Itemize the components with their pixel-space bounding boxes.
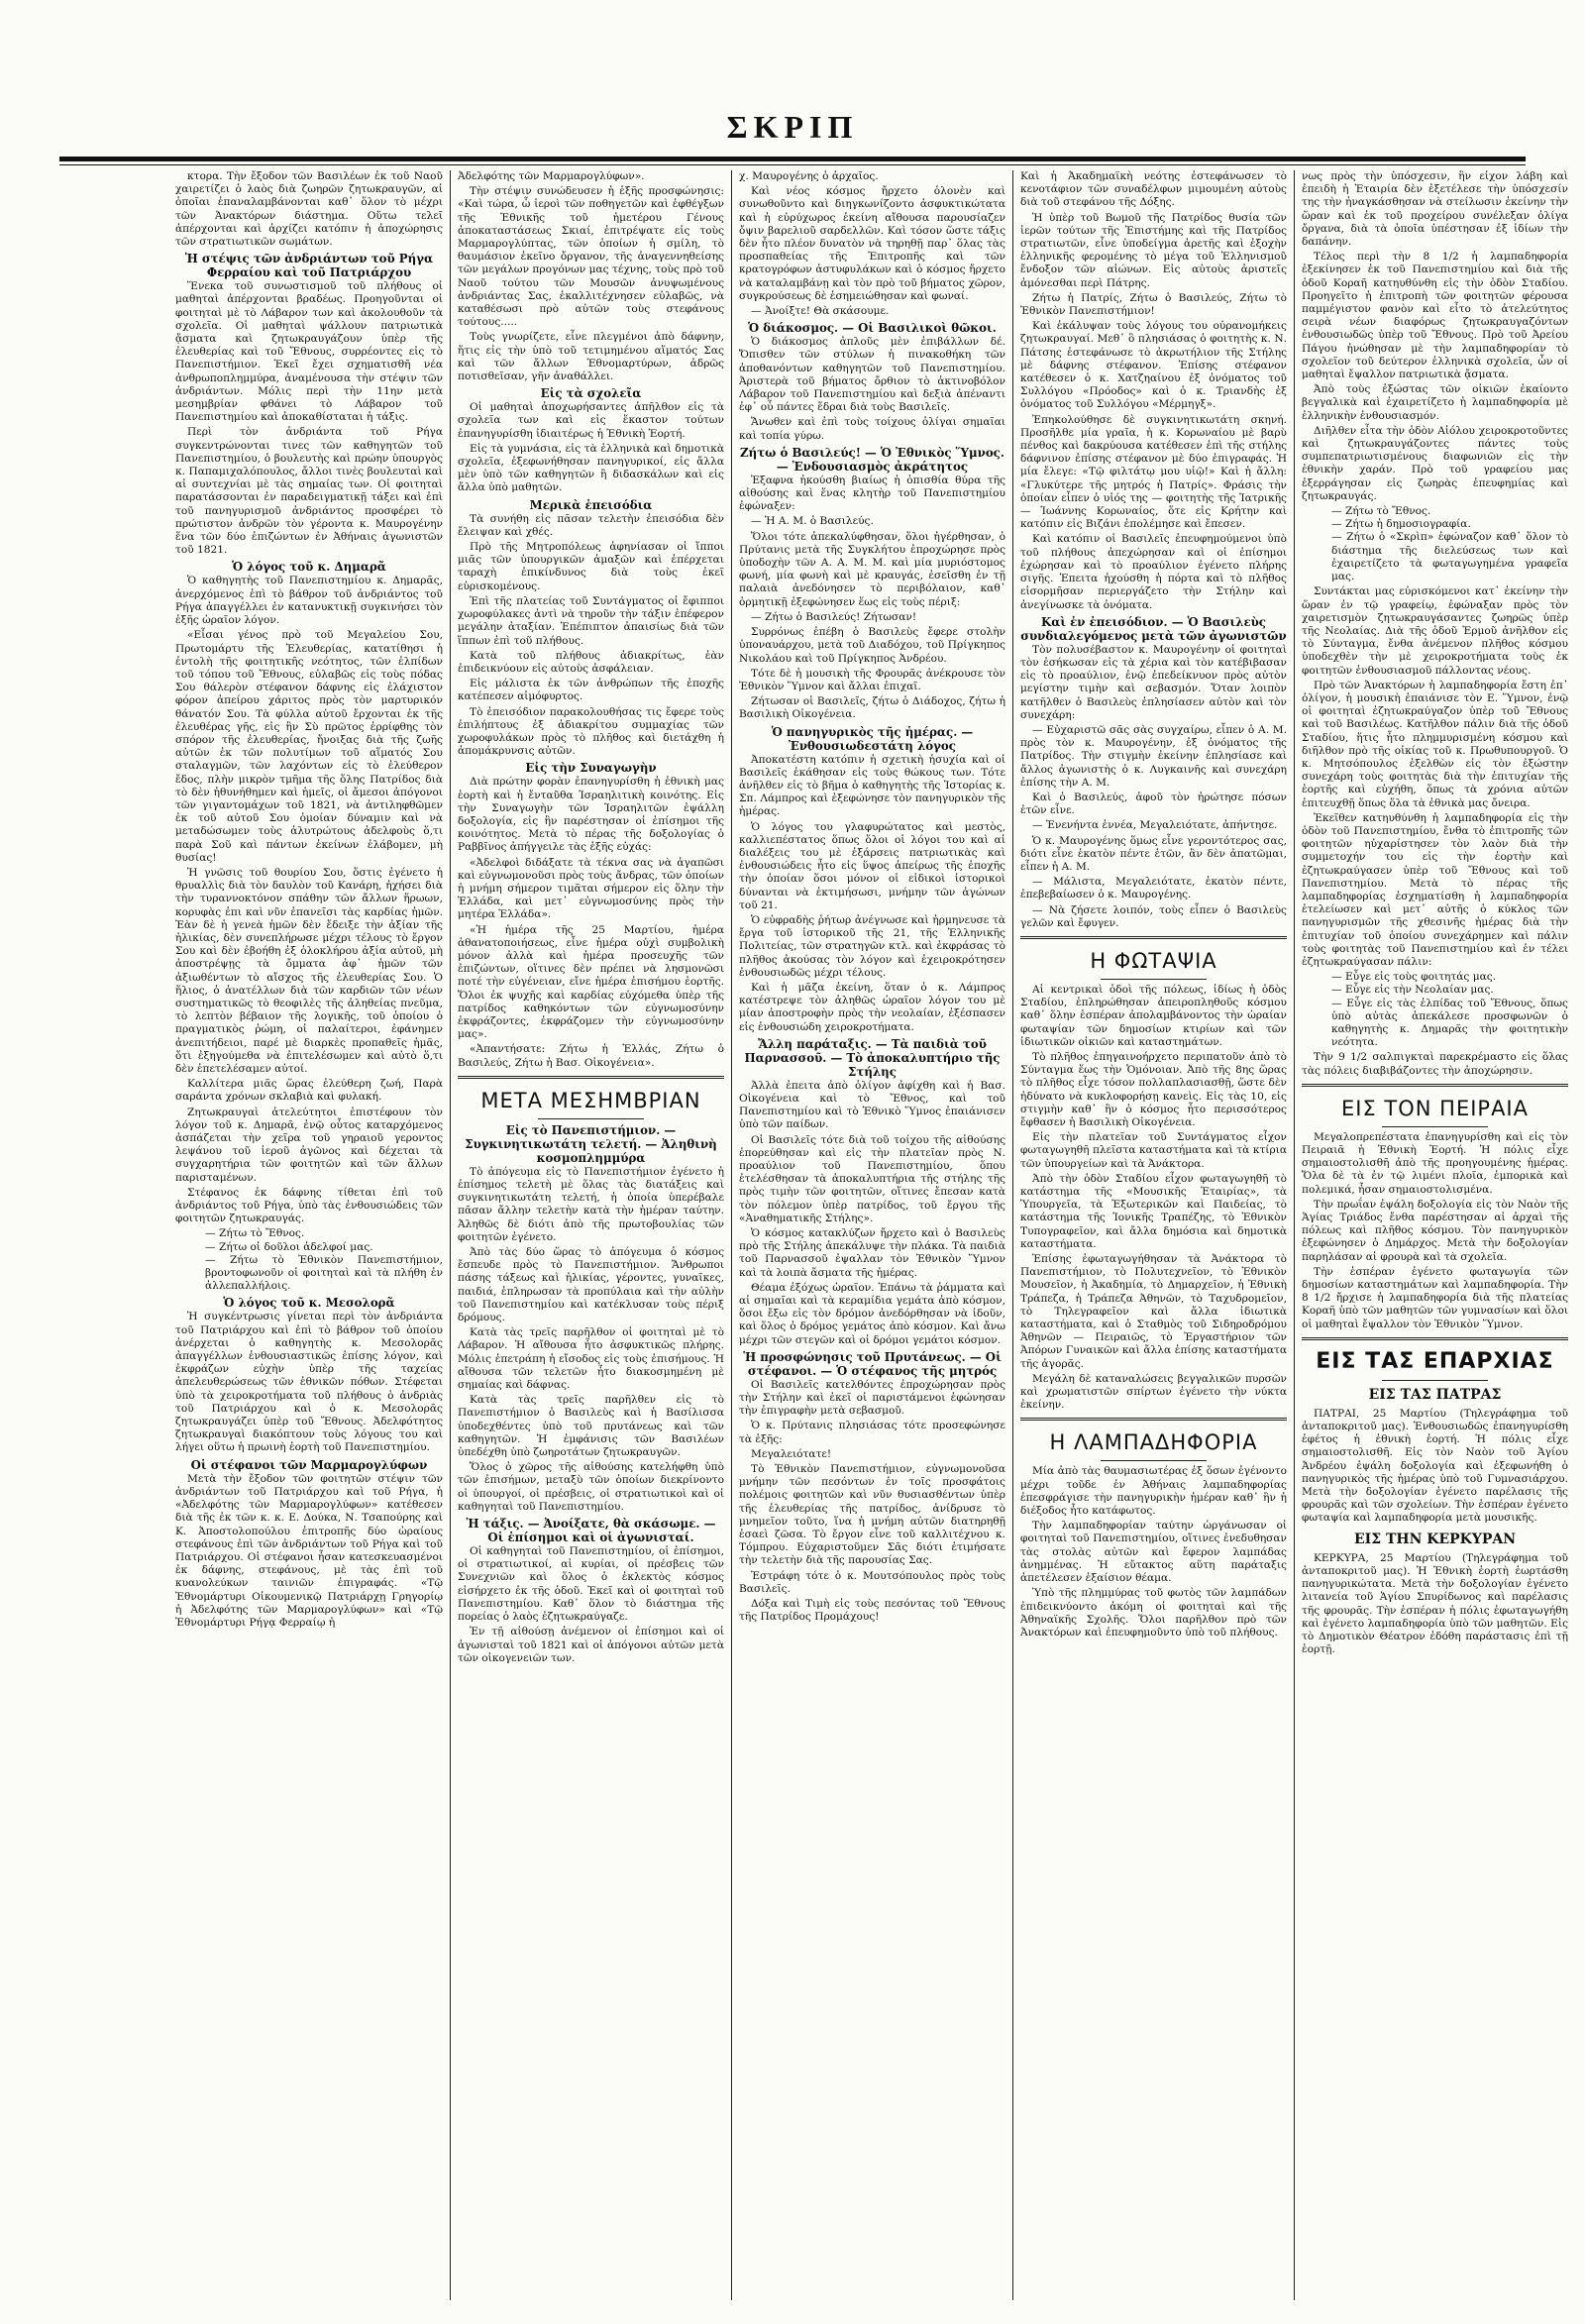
- paragraph: Ὁ διάκοσμος ἁπλοῦς μὲν ἐπιβάλλων δέ. Ὄπισθεν τῶν στύλων ἡ πινακοθήκη τῶν ἀποθανόντων καθηγητῶν τοῦ Πανεπιστημίου. Ἀριστερὰ τοῦ βήματος ὄρθιον τὸ ἀκτινοβόλον Λάβαρον τοῦ Πανεπιστημίου καὶ δεξιὰ ἀπέναντι ἐφ᾽ οὗ πάντες ἕδραι διὰ τοὺς Βασιλεῖς.: [739, 336, 1005, 414]
- paragraph: Ἐπίσης ἐφωταγωγήθησαν τὰ Ἀνάκτορα τὸ Πανεπιστήμιον, τὸ Πολυτεχνεῖον, τὸ Ἐθνικὸν Μουσεῖον, ἡ Ἀκαδημία, τὸ Δημαρχεῖον, ἡ Ἐθνικὴ Τράπεζα, ἡ Τράπεζα Ἀθηνῶν, τὸ Ταχυδρομεῖον, τὸ Τηλεγραφεῖον καὶ ἄλλα ἰδιωτικὰ καταστήματα, καὶ ὁ Σταθμὸς τοῦ Σιδηροδρόμου Ἀθηνῶν — Πειραιῶς, τὸ Ἐργαστήριον τῶν Ἀπόρων Γυναικῶν καὶ ἄλλα ἐπίσης καταστήματα τῆς ἀγορᾶς.: [1020, 1253, 1287, 1370]
- acclamation: — Ζήτω ἡ δημοσιογραφία.: [1331, 518, 1568, 531]
- paragraph: Τὴν 9 1/2 σαλπιγκταὶ παρεκρέμαστο εἰς ὅλας τὰς πόλεις διαβιβάζοντες τὴν ἀποχώρησιν.: [1302, 1051, 1568, 1077]
- paragraph: Ὁ κόσμος κατακλύζων ἤρχετο καὶ ὁ Βασιλεὺς πρὸ τῆς Στήλης ἀπεκάλυψε τὴν πλάκα. Τὰ παιδιὰ τοῦ Παρνασσοῦ ἐψαλλαν τὸν Ἐθνικὸν Ὕμνον καὶ τὰ λοιπὰ ἄσματα τῆς ἡμέρας.: [739, 1227, 1005, 1279]
- subheading: Εἰς τὰ σχολεῖα: [540, 386, 642, 401]
- subheading: ΕΙΣ ΤΑΣ ΠΑΤΡΑΣ: [1368, 1386, 1502, 1403]
- paragraph: Καὶ ὁ Βασιλεύς, ἀφοῦ τὸν ἠρώτησε πόσων ἐτῶν εἶνε.: [1020, 791, 1287, 817]
- paragraph: Ἀπὸ τὴν ὁδὸν Σταδίου εἶχον φωταγωγηθῆ τὸ κατάστημα τῆς «Μουσικῆς Ἑταιρίας», τὰ Ὑπουργεῖα, τὰ Ἐξωτερικῶν καὶ Παιδείας, τὸ κατάστημα τῆς Ἰονικῆς Τραπέζης, τὸ Ἐθνικὸν Τυπογραφεῖον, καὶ ἄλλα δημόσια καὶ δημοτικὰ καταστήματα.: [1020, 1172, 1287, 1250]
- acclamation-list: [1302, 505, 1568, 583]
- subheading: Καὶ ἐν ἐπεισόδιον. — Ὁ Βασιλεὺς συνδιαλεγόμενος μετὰ τῶν ἀγωνιστῶν: [1020, 614, 1287, 643]
- acclamation-list: [1302, 971, 1568, 1049]
- paragraph: Τὸ πλῆθος ἐπηγαινοήρχετο περιπατοῦν ἀπὸ τὸ Σύνταγμα ἕως τὴν Ὁμόνοιαν. Ἀπὸ τῆς 8ης ὥρας τὸ πλῆθος εἶχε τόσον πολλαπλασιασθῇ, ὥστε δὲν ἠδύνατο νὰ κυκλοφορήσῃ κανεὶς. Εἰς τὰς 10, εἰς στιγμὴν καθ᾽ ἣν ὁ κόσμος ἦτο περισσότερος ἔφθασεν ἡ Βασιλικὴ Οἰκογένεια.: [1020, 1050, 1287, 1128]
- section-heading: ΕΙΣ ΤΟΝ ΠΕΙΡΑΙΑ: [1341, 1096, 1529, 1120]
- paragraph: Τὸν πολυσέβαστον κ. Μαυρογένην οἱ φοιτηταὶ τὸν ἐσήκωσαν εἰς τὰ χέρια καὶ τὸν κατέβιβασαν εἰς τὸ προαύλιον, ἐνῷ ἐπεδείκνυον πρὸς αὐτὸν μεγίστην τιμὴν καὶ σεβασμόν. Ὅταν λοιπὸν κατῆλθεν ὁ Βασιλεὺς ἐπλησίασεν αὐτὸν καὶ τὸν συνεχάρη:: [1020, 643, 1287, 721]
- paragraph: Αἱ κεντρικαὶ ὁδοὶ τῆς πόλεως, ἰδίως ἡ ὁδὸς Σταδίου, ἐπληρώθησαν ἀπειροπληθοῦς κόσμου καθ᾽ ὅλην ἑσπέραν ἀπολαμβάνοντος τὴν ὡραίαν φωταψίαν τῶν δημοσίων κτιρίων καὶ τῶν ἰδιωτικῶν οἰκιῶν καὶ καταστημάτων.: [1020, 983, 1287, 1048]
- paragraph: Καὶ ἐκάλυψαν τοὺς λόγους του οὐρανομήκεις ζητωκραυγαί. Μεθ᾽ ὃ πλησιάσας ὁ φοιτητὴς κ. Ν. Πάτσης ἐστεφάνωσε τὸ ἀκρωτήλιον τῆς Στήλης μὲ δάφνης στέφανον. Ἐπίσης στέφανον κατέθεσεν ὁ κ. Χατζηαίνου ἐξ ὀνόματος τοῦ Συλλόγου «Πρόοδος» καὶ ὁ κ. Τριανδὴς ἐξ ὀνόματος τοῦ Συλλόγου «Μέρμηγξ».: [1020, 320, 1287, 411]
- subheading: Ἡ τάξις. — Ἀνοίξατε, θὰ σκάσωμε. — Οἱ ἐπίσημοι καὶ οἱ ἀγωνισταί.: [466, 1517, 716, 1545]
- paragraph: «Ἡ ἡμέρα τῆς 25 Μαρτίου, ἡμέρα ἀθανατοποιήσεως, εἶνε ἡμέρα οὐχὶ συμβολικὴ μόνον ἀλλὰ καὶ ἡμέρα προσευχῆς τῶν ἐπιζώντων, οἵτινες δὲν πρέπει νὰ λησμονῶσι ποτέ τὴν εὐγένειαν, εἴνε ἡμέρα ἐπισήμου ἑορτῆς. Ὅλοι ἐκ ψυχῆς καὶ καρδίας εὐχόμεθα ὑπὲρ τῆς πατρίδος καθηκόντων τῶν εὐγνωμοσύνην ἐκφράζοντες, ἐκφράζομεν τὴν εὐγνωμοσύνην μας».: [458, 923, 724, 1041]
- paragraph: Περὶ τὸν ἀνδριάντα τοῦ Ρήγα συγκεντρώνονται τινες τῶν καθηγητῶν τοῦ Πανεπιστημίου, ὁ βουλευτὴς καὶ πρώην ὑπουργὸς κ. Παπαμιχαλόπουλος, ἄλλοι τινὲς βουλευταὶ καὶ αἱ συντεχνίαι μὲ τὰς σημαίας των. Οἱ φοιτηταὶ παρατάσσονται ἐν παραδειγματικῇ τάξει καὶ ἐπὶ τοῦ πανηγυρισμοῦ ἀνδριάντος προσφέρει τὸ πρώτιστον ἀνδρῶν τὸν γέροντα κ. Μαυρογένην ἕνα τῶν δύο ἐπιζώντων ἐν Ἀθήναις ἀγωνιστῶν τοῦ 1821.: [175, 426, 443, 557]
- section-underline: [1382, 1380, 1489, 1381]
- paragraph: Ἀπὸ τὰς δύο ὥρας τὸ ἀπόγευμα ὁ κόσμος ἔσπευδε πρὸς τὸ Πανεπιστήμιον. Ἄνθρωποι πάσης τάξεως καὶ ἡλικίας, γέροντες, γυναῖκες, παιδιά, ἐπληρωσαν τὰ προπύλαια καὶ τὴν αὐλὴν τοῦ Πανεπιστημίου καὶ κατέκλυσαν τοὺς πέριξ δρόμους.: [458, 1246, 724, 1324]
- paragraph: Ἀλλὰ ἐπειτα ἀπὸ ὀλίγον ἀφίχθη καὶ ἡ Βασ. Οἰκογένεια καὶ τὸ Ἔθνος, καὶ τοῦ Πανεπιστημίου καὶ τὸ Ἐθνικὸ Ὕμνος ἐπαιάνισεν ὑπὸ τῶν παίδων.: [739, 1079, 1005, 1131]
- newspaper-name: ΣΚΡΙΠ: [726, 109, 859, 145]
- subheading: Ὁ διάκοσμος. — Οἱ Βασιλικοὶ θῶκοι.: [748, 321, 997, 336]
- acclamation: — Εὖγε εἰς τὴν Νεολαίαν μας.: [1331, 984, 1568, 997]
- subheading: Ζήτω ὁ Βασιλεύς! — Ὁ Ἐθνικὸς Ὕμνος. — Ἐνδουσιασμὸς ἀκράτητος: [740, 445, 1004, 474]
- paragraph: Ὁ κ. Πρύτανις πλησιάσας τότε προσεφώνησε τὰ ἑξῆς:: [739, 1420, 1005, 1445]
- paragraph: Καὶ ἡ Ἀκαδημαϊκὴ νεότης ἐστεφάνωσεν τὸ κενοτάφιον τῶν συναδέλφων μιμουμένη αὐτοὺς διὰ τοῦ στεφάνου τῆς Δόξης.: [1020, 170, 1287, 209]
- acclamation-list: [175, 1227, 443, 1293]
- section-heading: ΜΕΤΑ ΜΕΣΗΜΒΡΙΑΝ: [480, 1088, 701, 1112]
- section-rule: [1020, 936, 1287, 939]
- subheading: Ἡ στέψις τῶν ἀνδριάντων τοῦ Ρήγα Φερραίου καὶ τοῦ Πατριάρχου: [184, 252, 434, 280]
- paragraph: Ἡ ὑπὲρ τοῦ Βωμοῦ τῆς Πατρίδος θυσία τῶν ἱερῶν τούτων τῆς Ἐπιστήμης καὶ τῆς Πατρίδος στρατιωτῶν, εἶνε ὑποδείγμα ἀρετῆς καὶ ἐξοχὴν ἑλληνικῆς φερομένης τὸ μέγα τοῦ Ἑλληνισμοῦ ἔνδοξον τῶν αἰώνων. Εἰς αὐτοὺς ἀριστεῖς ἀμόνεσθαι περὶ Πάτρης.: [1020, 211, 1287, 289]
- dispatch-paragraph: ΠΑΤΡΑΙ, 25 Μαρτίου (Τηλεγράφημα τοῦ ἀνταποκριτοῦ μας). Ἐνθουσιωδῶς ἐπανηγυρίσθη ἐφέτος ἡ ἐθνικὴ ἑορτή. Ἡ πόλις εἶχε σημαιοστολισθῆ. Εἰς τὸν Ναὸν τοῦ Ἁγίου Ἀνδρέου ἐψάλη δοξολογία καὶ ἐξεφωνήθη ὁ πανηγυρικὸς τῆς ἡμέρας ὑπὸ τοῦ Γυμνασιάρχου. Μετὰ τὴν δοξολογίαν ἐγένετο παρέλασις τῆς φρουρᾶς καὶ τῶν σχολείων. Τὴν ἑσπέραν ἐγένετο φωταψία καὶ λαμπαδηφορία μετὰ μουσικῆς.: [1302, 1407, 1568, 1525]
- paragraph: «Εἶσαι γένος πρὸ τοῦ Μεγαλείου Σου, Πρωτομάρτυ τῆς Ἐλευθερίας, κατατίθησι ἡ ἐντολὴ τῆς φοιτητικῆς νεότητος, τῶν ἐλπίδων τοῦ τόπου τοῦ Ἔθνους, εὐλαβῶς εἰς τοὺς πόδας Σου θάλερὸν στέφανον δάφνης εἰς ἐλάχιστον φόρον ἀπείρου χάριτος πρὸς τὸν μαρτυρικόν θάνατόν Σου. Τὰ φύλλα αὐτοῦ ἔρχονται ἐκ τῆς ἐλευθέρας γῆς, εἰς ἣν Σὺ πρῶτος ἐρρίφθης τὸν σπόρον τῆς ἐλευθερίας, ἤνοιξας διὰ τῆς ζωῆς αὐτῶν ἐκ τῶν πολυτίμων τοῦ αἵματός Σου σταλαγμῶν, τῶν λαχόντων εἰς τὸ ἐλεύθερον ἔδος, πλὴν μικρὸν τμῆμα τῆς ὅλης Πατρίδος διὰ τὸ δὲν ἠθυνήθημεν καὶ ἡμεῖς, οἱ ἄμεσοι ἀπόγονοι τῶν γιγαντομάχων τοῦ 1821, νὰ ἀντιληφθῶμεν ἐκ τοῦ αὐτοῦ Σου ὁμοίαν δύναμιν καὶ νὰ μεταδώσωμεν τοὺς ἀλυτρώτους ἀδελφοὺς ὅ,τι παρὰ Σοῦ καὶ πάντων ἐκείνων ἐλάβομεν, μὴ θυσίας!: [175, 629, 443, 864]
- paragraph: «Ἀδελφοὶ διδάξατε τὰ τέκνα σας νὰ ἀγαπῶσι καὶ εὐγνωμονοῦσι πρὸς τοὺς ἄνδρας, τῶν ὁποίων ἡ μνήμη σήμερον τιμᾶται σήμερον εἰς ὅλην τὴν Ἑλλάδα, καὶ μετ᾽ εὐγνωμοσύνης πρὸς τὴν μητέρα Ἑλλάδα».: [458, 856, 724, 921]
- paragraph: Ἀπὸ τοὺς ἐξώστας τῶν οἰκιῶν ἐκαίοντο βεγγαλικὰ καὶ ἐχαιρετίζετο ἡ λαμπαδηφορία μὲ ἐλληνικὴν ἐνθουσιασμόν.: [1302, 383, 1568, 422]
- paragraph: Διῆλθεν εἶτα τὴν ὁδὸν Αἰόλου χειροκροτοῦντες καὶ ζητωκραυγάζοντες πάντες τοὺς συμπεπατριωτισμένους διαφωνιῶν εἰς τὴν ἐθνικὴν χαράν. Πρὸ τοῦ γραφείου μας ἐξερράγησαν εἰς ζωηρὰς ἐπευφημίας καὶ ζητωκραυγάς.: [1302, 424, 1568, 502]
- paragraph: Ὅλος ὁ χῶρος τῆς αἰθούσης κατελήφθη ὑπὸ τῶν ἐπισήμων, μεταξὺ τῶν ὁποίων διεκρίνοντο οἱ ὑπουργοί, οἱ πρέσβεις, οἱ στρατιωτικοὶ καὶ οἱ καθηγηταὶ τοῦ Πανεπιστημίου.: [458, 1461, 724, 1513]
- paragraph: Ἕνεκα τοῦ συνωστισμοῦ τοῦ πλήθους οἱ μαθηταὶ ἀπέρχονται βραδέως. Προηγοῦνται οἱ φοιτηταὶ μὲ τὸ Λάβαρον των καὶ ἀκολουθοῦν τὰ σχολεῖα. Οἱ μαθηταὶ ψάλλουν πατριωτικὰ ᾄσματα καὶ ζητωκραυγάζουν ὑπὲρ τῆς ἐλευθερίας καὶ τοῦ Ἔθνους, συρρέοντες εἰς τὸ Πανεπιστήμιον. Ἐκεῖ ἔχει σχηματισθῆ νέα ἀνθρωποπλημμύρα, ἀναμένουσα τὴν στέψιν τῶν ἀνδριάντων. Μόλις περὶ τὴν 11ην μετὰ μεσημβρίαν φθάνει τὸ Λάβαρον τοῦ Πανεπιστημίου καὶ ἀποκαθίσταται ἡ τάξις.: [175, 280, 443, 424]
- paragraph: Πρὸ τῶν Ἀνακτόρων ἡ λαμπαδηφορία ἔστη ἐπ᾽ ὀλίγον, ἡ μουσικὴ ἐπαιάνισε τὸν Ε. Ὕμνον, ἐνῷ οἱ φοιτηταὶ ἐζητωκραύγαζον ὑπὲρ τοῦ Ἔθνους καὶ τοῦ Βασιλέως. Κατῆλθον πάλιν διὰ τῆς ὁδοῦ Σταδίου, ἥτις ἦτο πλημμυρισμένη κόσμου καὶ διῆλθον πρὸ τῆς οἰκίας τοῦ κ. Πρωθυπουργοῦ. Ὁ κ. Μητσόπουλος ἐξελθὼν εἰς τὸν ἐξώστην συνεχάρη τοὺς φοιτητὰς διὰ τὴν ἐπιτυχίαν τῆς ἑορτῆς καὶ εὐχήθη, ὅπως τὰ χρόνια αὐτῶν ἐπιτευχθῇ ὅπως ὅλα τὰ ἐθνικὰ μας ὄνειρα.: [1302, 679, 1568, 809]
- paragraph: Πρὸ τῆς Μητροπόλεως ἀφηνίασαν οἱ ἵπποι μιᾶς τῶν ὑπουργικῶν ἁμαξῶν καὶ ἐπέρχεται ταραχὴ ἐπικίνδυνος διὰ τοὺς ἐκεῖ εὑρισκομένους.: [458, 541, 724, 592]
- paragraph: Ζήτω ἡ Πατρίς, Ζήτω ὁ Βασιλεύς, Ζήτω τὸ Ἐθνικὸν Πανεπιστήμιον!: [1020, 291, 1287, 318]
- paragraph: Τὸ ἐπεισόδιον παρακολουθήσας τις ἔφερε τοὺς ἐπιλήπτους ἐξ ἀδιακρίτου συμμαχίας τῶν χωροφυλάκων πρὸς τὸ πλῆθος καὶ διετάχθη ἡ ἀπομάκρυνσις αὐτῶν.: [458, 705, 724, 758]
- paragraph: Ἐστράφη τότε ὁ κ. Μουτσόπουλος πρὸς τοὺς Βασιλεῖς.: [739, 1569, 1005, 1595]
- paragraph: Ζήτωσαν οἱ Βασιλεῖς, ζήτω ὁ Διάδοχος, ζήτω ἡ Βασιλικὴ Οἰκογένεια.: [739, 695, 1005, 721]
- paragraph: Κατὰ τὰς τρεῖς παρῆλθεν εἰς τὸ Πανεπιστήμιον ὁ Βασιλεὺς καὶ ἡ Βασίλισσα ὑποδεχθέντες ὑπὸ τοῦ πρυτάνεως καὶ τῶν καθηγητῶν. Ἡ ἐμφάνισις τῶν Βασιλέων ὑπεδέχθη ὑπὸ ζωηροτάτων ζητωκραυγῶν.: [458, 1394, 724, 1459]
- section-heading: Η ΛΑΜΠΑΔΗΦΟΡΙΑ: [1049, 1430, 1258, 1455]
- acclamation: — Ζήτω τὸ Ἔθνος.: [1331, 505, 1568, 518]
- dispatch-paragraph: ΚΕΡΚΥΡΑ, 25 Μαρτίου (Τηλεγράφημα τοῦ ἀνταποκριτοῦ μας). Ἡ Ἐθνικὴ ἑορτὴ ἑωρτάσθη πανηγυρικώτατα. Μετὰ τὴν δοξολογίαν ἐγένετο λιτανεία τοῦ Ἁγίου Σπυρίδωνος καὶ παρέλασις τῆς φρουρᾶς. Τὴν ἑσπέραν ἡ πόλις ἐφωταγωγήθη καὶ ἐγένετο λαμπαδηφορία ὑπὸ τῶν μαθητῶν. Εἰς τὸ Δημοτικὸν Θέατρον ἐδόθη παράστασις ἐπὶ τῇ ἑορτῇ.: [1302, 1551, 1568, 1656]
- paragraph: Τὴν πρωΐαν ἐψάλη δοξολογία εἰς τὸν Ναὸν τῆς Ἁγίας Τριάδος ἔνθα παρέστησαν αἱ ἀρχαὶ τῆς πόλεως καὶ πλῆθος κόσμου. Τὸν πανηγυρικὸν ἐξεφώνησεν ὁ Δημάρχος. Μετὰ τὴν δοξολογίαν παρηλάσαν αἱ φρουρὰ καὶ τὰ σχολεῖα.: [1302, 1198, 1568, 1263]
- paragraph: Ἐν τῇ αἰθούσῃ ἀνέμενον οἱ ἐπίσημοι καὶ οἱ ἀγωνισταὶ τοῦ 1821 καὶ οἱ ἀπόγονοι αὐτῶν μετὰ τῶν οἰκογενειῶν των.: [458, 1626, 724, 1664]
- paragraph: Καὶ νέος κόσμος ἤρχετο ὁλονὲν καὶ συνωθοῦντο καὶ διηγκωνίζοντο ἀσφυκτικώτατα καὶ ἡ εὐρύχωρος ἐκείνη αἴθουσα παρουσίαζεν ὄψιν βαρελιοῦ σαρδελλῶν. Καὶ τόσον ὥστε τάξις δὲν ἦτο πλέον δυνατὸν νὰ τηρηθῇ παρ᾽ ὅλας τὰς προσπαθείας τῆς Ἐπιτροπῆς καὶ τῶν κρατογρόφων ἀστυφυλάκων καὶ ὁ κόσμος ἤρχετο νὰ καταλαμβάνῃ καὶ τὸν πρὸ τοῦ βήματος χῶρον, συγκρούσεως δὲ ἐσημειώθησαν καὶ φωναί.: [739, 185, 1005, 302]
- subheading: Εἰς τὸ Πανεπιστήμιον. — Συγκινητικωτάτη τελετή. — Ἀληθινὴ κοσμοπλημμύρα: [465, 1122, 717, 1165]
- masthead-rule: [59, 157, 1526, 161]
- paragraph: Ἄνωθεν καὶ ἐπὶ τοὺς τοίχους ὀλίγαι σημαῖαι καὶ τοπία γύρω.: [739, 416, 1005, 442]
- column-4: [1012, 170, 1294, 2300]
- paragraph: Τὴν στέψιν συνώδευσεν ἡ ἑξῆς προσφώνησις: «Καὶ τώρα, ὦ ἱεροὶ τῶν ποθηγετῶν καὶ ἐφθέγξων τῆς Ἐθνικῆς τοῦ ἡμετέρου Γένους ἀποκαταστάσεως Σκιαί, ἐπιτρέψατε εἰς τοὺς Μαρμαρογλύπτας, τῶν ὁποίων ἡ σμίλη, τὸ θαυμάσιον ἐκεῖνο ὄργανον, τῆς ἀναγεννηθείσης τῶν μεγάλων προγόνων μας τέχνης, τοὺς πρὸ τοῦ Ναοῦ τούτου τῶν Μουσῶν ἀνυψωμένους ἀνδριάντας Σας, ἐκαλλιτέχνησεν εὐλαβῶς, νὰ καταθέσωσι πρὸ αὐτῶν τοὺς στεφάνους τούτους.....: [458, 185, 724, 329]
- section-rule: [1020, 1418, 1287, 1421]
- subheading: ΕΙΣ ΤΗΝ ΚΕΡΚΥΡΑΝ: [1353, 1531, 1517, 1547]
- paragraph: — Ἡ Α. Μ. ὁ Βασιλεύς.: [751, 515, 874, 528]
- paragraph: Ἐπὶ τῆς πλατείας τοῦ Συντάγματος οἱ ἔφιπποι χωροφύλακες ἀντὶ νὰ τηροῦν τὴν τάξιν ἐπέφερον μεγάλην ἀταξίαν. Ἐπέπιπτον ἀπαισίως διὰ τῶν ἵππων ἐπὶ τοῦ πλήθους.: [458, 594, 724, 647]
- paragraph: Ἐξαφνα ἠκούσθη βιαίως ἡ ὁπισθία θύρα τῆς αἰθούσης καὶ ἕνας κλητὴρ τοῦ Πανεπιστημίου ἐφώναξεν:: [739, 474, 1005, 513]
- paragraph: — Ἐνενήντα ἐννέα, Μεγαλειότατε, ἀπήντησε.: [1032, 819, 1278, 832]
- paragraph: Μία ἀπὸ τὰς θαυμασιωτέρας ἐξ ὅσων ἐγένοντο μέχρι τοῦδε ἐν Ἀθήναις λαμπαδηφορίας ἐπεσφράγισε τὴν πανηγυρικὴν ἡμέραν καθ᾽ ἣν ἡ διέξοδος ἦτο κατάφωτος.: [1020, 1465, 1287, 1518]
- acclamation: — Εὖγε εἰς τοὺς φοιτητάς μας.: [1331, 971, 1568, 984]
- acclamation: — Ζήτω οἱ δοῦλοι ἀδελφοί μας.: [205, 1241, 443, 1254]
- acclamation: — Ζήτω ὁ «Σκρὶπ» ἐφώναζον καθ᾽ ὅλον τὸ διάστημα τῆς διελεύσεως των καὶ ἐχαιρετίζετο τὰ φωταγωγημένα γραφεῖα μας.: [1331, 531, 1568, 583]
- section-heading: Η ΦΩΤΑΨΙΑ: [1090, 948, 1217, 973]
- paragraph: Ὑπὸ τῆς πλημμύρας τοῦ φωτὸς τῶν λαμπάδων ἐπιδεικνύοντο ἀκόμη οἱ φοιτηταὶ καὶ τῆς Ἀθηναϊκῆς Σχολῆς. Ὅλοι παρῆλθον πρὸ τῶν Ἀνακτόρων καὶ ἐπευφημοῦντο ὑπὸ τοῦ πλήθους.: [1020, 1587, 1287, 1638]
- paragraph: Οἱ Βασιλεῖς τότε διὰ τοῦ τοίχου τῆς αἰθούσης ἐπορεύθησαν καὶ εἰς τὴν πλατεῖαν πρὸς Ν. προαύλιον τοῦ Πανεπιστημίου, ὅπου ἐτελέσθησαν τὰ ἀποκαλυπτήρια τῆς στήλης τῆς πρὸς τιμὴν τῶν φοιτητῶν, οἵτινες ἔπεσαν κατὰ τὸν πόλεμον ὑπὲρ πατρίδος, τοῦ ἔργου τῆς «Ἀναθηματικῆς Στήλης».: [739, 1133, 1005, 1224]
- paragraph: Ὁ λόγος του γλαφυρώτατος καὶ μεστὸς, καλλιεπέστατος ὅπως ὅλοι οἱ λόγοι του καὶ αἱ διαλέξεις του μὲ ἐξάρσεις πατριωτικὰς καὶ ἐνθουσιώδεις ἦτο εἰς ὕψος ἀπείρως τῆς ἐποχῆς τὴν ὁποίαν ὅσοι μόνον οἱ εἰδικοὶ ἱστορικοὶ δύνανται νὰ ἐκτιμήσωσι, μνήμην τῶν ἀγώνων τοῦ 21.: [739, 820, 1005, 911]
- paragraph: Ἀδελφότης τῶν Μαρμαρογλύφων».: [458, 170, 645, 182]
- paragraph: νως πρὸς τὴν ὑπόσχεσιν, ἣν εἶχον λάβη καὶ ἐπειδὴ ἡ Ἑταιρία δὲν ἐξετέλεσε τὴν ὑπόσχεσίν της τὴν ἠναγκάσθησαν νὰ στείλωσιν ἐκείνην τὴν ὥραν καὶ ἐκ τοῦ προχείρου συνέλεξαν ὀλίγα ὄργανα, διὰ τὰ ὁποῖα ὑπέστησαν ἐξ ἰδίων τὴν δαπάνην.: [1302, 170, 1568, 249]
- section-heading: ΕΙΣ ΤΑΣ ΕΠΑΡΧΙΑΣ: [1316, 1348, 1554, 1374]
- paragraph: Ἐκεῖθεν κατηυθύνθη ἡ λαμπαδηφορία εἰς τὴν ὁδὸν τοῦ Πανεπιστημίου, ἔνθα τὸ ἐπιτροπῆς τῶν φοιτητῶν ηὐχαρίστησεν τὸν λαὸν διὰ τὴν συμμετοχήν του εἰς τὴν ἑορτὴν καὶ ἐζητωκραύγασεν ὑπὲρ τοῦ Ἔθνους καὶ τοῦ Πανεπιστημίου. Μετὰ τὸ πέρας τῆς λαμπαδηφορίας ἐσχηματίσθη ἡ λαμπαδηφορία ἐτελείωσεν καὶ μετ᾽ αὐτῆς ὁ κύκλος τῶν πανηγυρισμῶν τῆς χθεσινῆς ἡμέρας διὰ τὴν ἐπιτυχίαν τοῦ ὁποίου συνεχάρημεν καὶ πάλιν τοὺς φοιτητὰς τοῦ Πανεπιστημίου καὶ ἐν τέλει ἐζητωκραύγασαν πάλιν:: [1302, 811, 1568, 968]
- column-3: [731, 170, 1012, 2300]
- acclamation: — Εὖγε εἰς τὰς ἐλπίδας τοῦ Ἔθνους, ὅπως ὑπὸ αὐτὰς ἀπεκάλεσε προσφωνῶν ὁ καθηγητὴς κ. Δημαρᾶς τὴν φοιτητικὴν νεότητα.: [1331, 998, 1568, 1050]
- paragraph: Οἱ μαθηταὶ ἀποχωρήσαντες ἀπῆλθον εἰς τὰ σχολεῖα των καὶ εἰς ἕκαστον τούτων ἐπανηγυρίσθη ἰδιαιτέρως ἡ Ἐθνικὴ Ἑορτή.: [458, 401, 724, 440]
- article-columns: [168, 170, 1575, 2300]
- paragraph: Οἱ Βασιλεῖς κατελθόντες ἐπροχώρησαν πρὸς τὴν Στήλην καὶ ἐκεῖ οἱ παριστάμενοι ἐφώνησαν τὴν ἐπιγραφὴν μετὰ σεβασμοῦ.: [739, 1378, 1005, 1418]
- paragraph: Δόξα καὶ Τιμὴ εἰς τοὺς πεσόντας τοῦ Ἔθνους τῆς Πατρίδος Προμάχους!: [739, 1598, 1005, 1624]
- paragraph: Τὸ ἀπόγευμα εἰς τὸ Πανεπιστήμιον ἐγένετο ἡ ἐπίσημος τελετὴ μὲ ὅλας τὰς διατάξεις καὶ συγκινητικωτάτη τελετή, ἡ ὁποία ὑπερέβαλε πᾶσαν ἄλλην τελετὴν κατὰ τὴν ἡμέραν ταύτην. Ἀληθῶς δὲ διότι ἀπὸ τῆς πρωτοβουλίας τῶν φοιτητῶν ἐγένετο.: [458, 1165, 724, 1243]
- paragraph: Θέαμα ἐξόχως ὡραῖον. Ἐπάνω τὰ ῥάμματα καὶ αἱ σημαῖαι καὶ τὰ κεραμίδια γεμάτα ἀπὸ κόσμον, ὅσοι ἔξω εἰς τὸν δρόμον ἀνεδόρθησαν νὰ ἰδοῦν, καὶ ὅλος ὁ δρόμος γεμάτος ἀπὸ κόσμον. Καὶ ἄνω μέχρι τῶν στεγῶν καὶ οἱ δρόμοι γεμάτοι κόσμον.: [739, 1281, 1005, 1346]
- section-rule: [1302, 1084, 1568, 1087]
- paragraph: Ὁ εὐφραδὴς ῥήτωρ ἀνέγνωσε καὶ ἡρμηνευσε τὰ ἔργα τοῦ ἱστορικοῦ τῆς 21, τῆς Ἑλληνικῆς Πολιτείας, τῶν στρατηγῶν κτλ. καὶ ἐκφράσας τὸ πλῆθος ἀκούσας τὸν λόγον καὶ ἐχειροκρότησεν ἐνθουσιωδῶς μέχρι τέλους.: [739, 913, 1005, 979]
- section-underline: [538, 1118, 645, 1119]
- section-underline: [1101, 1460, 1208, 1461]
- subheading: Ἄλλη παράταξις. — Τὰ παιδιὰ τοῦ Παρνασσοῦ. — Τὸ ἀποκαλυπτήριο τῆς Στήλης: [744, 1036, 1001, 1079]
- paragraph: Καὶ ἡ μᾶζα ἐκείνη, ὅταν ὁ κ. Λάμπρος κατέστρεψε τὸν ἀληθῶς ὡραῖον λόγον του μὲ μίαν ἀποστροφὴν πρὸς τὴν νεολαίαν, ἐξέσπασεν εἰς ἐνθουσιώδη χειροκροτήματα.: [739, 981, 1005, 1033]
- paragraph: Μεγάλη δὲ καταναλώσεις βεγγαλικῶν πυρσῶν καὶ χρωματιστῶν σπίρτων ἐγένετο τὴν νύκτα ἐκείνην.: [1020, 1372, 1287, 1412]
- subheading: Εἰς τὴν Συναγωγὴν: [525, 761, 657, 776]
- paragraph: Τότε δὲ ἡ μουσικὴ τῆς Φρουρᾶς ἀνέκρουσε τὸν Ἐθνικὸν Ὕμνον καὶ ἄλλαι ἐπιχαῖ.: [739, 667, 1005, 692]
- column-2: [450, 170, 731, 2300]
- section-rule: [1302, 1337, 1568, 1340]
- paragraph: Συρρόνως ἐπέβη ὁ Βασιλεὺς ἔφερε στολὴν ὑποναυάρχου, μετὰ τοῦ Διαδόχου, τοῦ Πρίγκηπος Νικολάου καὶ τοῦ Πρίγκηπος Ἀνδρέου.: [739, 626, 1005, 665]
- subheading: Ὁ λόγος τοῦ κ. Μεσολορᾶ: [223, 1296, 395, 1311]
- paragraph: Ἡ γνῶσις τοῦ θουρίου Σου, ὅστις ἐγένετο ἡ θρυαλλὶς διὰ τὸν δαυλὸν τοῦ Κανάρη, ἠχήσει διὰ τὴν τυραννοκτόνον σπάθην τῶν ἄλλων ἥρωων, κορυφὰς ἐπι καὶ νῦν ἐπανεῖσι τὰς καρδίας ἡμῶν. Ἐὰν δὲ ἡ γενεὰ ἡμῶν δὲν ἔδειξε τὴν ἀξίαν τῆς ἡλικίας, δὲν συνεπλήρωσε μέχρι τέλους τὸ ἔργον Σου καὶ δὲν ἐβοήθη ἐξ ὁλοκλήρου ἀξία αὐτοῦ, μὴ ἀποστρέψῃς τὰ ὄμματα ἀφ᾽ ἡμῶν τῶν ἀξιωθέντων τὸ αἴσχος τῆς ἐλευθερίας Σου. Ὁ ἥλιος, ὁ ἀνατέλλων διὰ τῶν καρδιῶν τῶν νέων συστηματικῶς τὸ θεοφιλὲς τῆς ἀληθείας πνεῦμα, τὸ λεπτὸν βέβαιον τῆς λογικῆς, τοῦ ὁποίου ὁ πραγματικὸς ῥώμη, οἱ παλαίτεροι, ἐφάνημεν ἀνεπιτήδειοι, παρέ μὲ διαρκὲς προπαθεῖς ἡμᾶς, ὅτι ἐξηγούμεθα νὰ ἐπιτελέσωμεν καὶ αὐτὸ ὅ,τι δὲν ἐπετελέσαμεν αὐτοί.: [175, 866, 443, 1075]
- paragraph: Διὰ πρώτην φορὰν ἐπανηγυρίσθη ἡ ἐθνικὴ μας ἑορτὴ καὶ ἡ ἔνταῦθα Ἰσραηλιτικὴ κοινότης. Εἰς τὴν Συναγωγὴν τῶν Ἰσραηλιτῶν ἐψάλλη δοξολογία, εἰς ἣν παρέστησαν οἱ ἐπίσημοι τῆς κοινότητος. Μετὰ τὸ πέρας τῆς δοξολογίας ὁ Ραββῖνος ἀπήγγειλε τὰς ἑξῆς εὐχάς:: [458, 776, 724, 854]
- paragraph: — Μάλιστα, Μεγαλειότατε, ἑκατὸν πέντε, ἐπεβεβαίωσεν ὁ κ. Μαυρογένης.: [1020, 876, 1287, 901]
- paragraph: Ἡ συγκέντρωσις γίνεται περὶ τὸν ἀνδριάντα τοῦ Πατριάρχου καὶ ἐπὶ τὸ βάθρον τοῦ ὁποίου ἀνέρχεται ὁ καθηγητὴς κ. Μεσολορᾶς ἀπαγγέλλων ἐνθουσιαστικῶς ἐπίσης λόγον, καὶ ἐκφράζων εὐχὴν ὑπὲρ τῆς ταχείας ἀπελευθερώσεως τῶν ἐθνικῶν πόθων. Στέφεται ὑπὸ τὰ χειροκροτήματα τοῦ πλήθους ὁ ἀνδριὰς τοῦ Πατριάρχου καὶ ὁ κ. Μεσολορᾶς ζητωκραυγάζει ὑπὲρ τοῦ Ἔθνους. Ἀδελφότητος ζητωκραυγαὶ διακόπτουν τοὺς λόγους του καὶ λήγει οὕτω ἡ πρωινὴ ἑορτὴ τοῦ Πανεπιστημίου.: [175, 1311, 443, 1454]
- acclamation: — Ζήτω τὸ Ἐθνικὸν Πανεπιστήμιον, βροντοφωνοῦν οἱ φοιτηταὶ καὶ τὰ πλήθη ἐν ἀλλεπαλλήλοις.: [205, 1254, 443, 1294]
- paragraph: Εἰς μάλιστα ἐκ τῶν ἀνθρώπων τῆς ἐποχῆς κατέπεσεν αἱμόφυρτος.: [458, 678, 724, 703]
- paragraph: Τὴν λαμπαδηφορίαν ταύτην ὠργάνωσαν οἱ φοιτηταὶ τοῦ Πανεπιστημίου, οἵτινες ἐνεδυθησαν τὰς στολὰς αὐτῶν καὶ ἔφερον λαμπάδας ἀνημμένας. Ἡ εὔτακτος αὕτη παράταξις ἀπετέλεσεν ἐξαίσιον θέαμα.: [1020, 1520, 1287, 1585]
- paragraph: — Νὰ ζήσετε λοιπόν, τοὺς εἶπεν ὁ Βασιλεὺς γελῶν καὶ ἔφυγεν.: [1020, 903, 1287, 929]
- paragraph: Μετὰ τὴν ἔξοδον τῶν φοιτητῶν στέψιν τῶν ἀνδριάντων τοῦ Πατριάρχου καὶ τοῦ Ρήγα, ἡ «Ἀδελφότης τῶν Μαρμαρογλύφων» κατέθεσεν διὰ τῆς ἐκ τῶν κ. κ. Ε. Δούκα, Ν. Τσαπούρης καὶ Κ. Ἀποστολοπούλου ἐπιτροπῆς δύο ὡραίους στεφάνους ἐπὶ τῶν ἀνδριάντων τοῦ Ρήγα καὶ τοῦ Πατριάρχου. Οἱ στέφανοι ἦσαν κατεσκευασμένοι ἐκ δάφνης, στεφάνους, μὲ τὰς ἐπὶ τοῦ κυανολεύκων ταινιῶν ἐπιγραφάς. «Τῷ Ἐθνομάρτυρι Οἰκουμενικῷ Πατριάρχῃ Γρηγορίῳ ἡ Ἀδελφότης τῶν Μαρμαρογλύφων» καὶ «Τῷ Ἐθνομάρτυρι Ρήγᾳ Φερραίῳ ἡ: [175, 1472, 443, 1629]
- masthead-rule-thin: [59, 164, 1526, 165]
- paragraph: Κατὰ τοῦ πλήθους ἀδιακρίτως, ἐὰν ἐπιδεικνύουν εἰς αὐτοὺς ἀσφάλειαν.: [458, 649, 724, 675]
- paragraph: χ. Μαυρογένης ὁ ἀρχαῖος.: [739, 170, 879, 182]
- paragraph: Εἰς τὴν πλατεῖαν τοῦ Συντάγματος εἶχον φωταγωγηθῆ πλεῖστα καταστήματα καὶ τὰ κτίρια τῶν ὑπουργείων καὶ τὰ Ἀνάκτορα.: [1020, 1131, 1287, 1170]
- subheading: Οἱ στέφανοι τῶν Μαρμαρογλύφων: [190, 1457, 428, 1472]
- paragraph: Ζητωκραυγαὶ ἀτελεύτητοι ἐπιστέφουν τὸν λόγον τοῦ κ. Δημαρᾶ, ἐνῷ οὗτος καταρχόμενος ἀσπάζεται τὴν χεῖρα τοῦ γηραιοῦ γεροντος λεψάνου τοῦ ἱεροῦ ἀγῶνος καὶ δέχεται τὰ συγχαρητήρια τῶν φοιτητῶν καὶ τῶν ἄλλων παρισταμένων.: [175, 1106, 443, 1184]
- paragraph: Καλλίτερα μιᾶς ὥρας ἐλεύθερη ζωή, Παρὰ σαράντα χρόνων σκλαβιὰ καὶ φυλακή.: [175, 1078, 443, 1104]
- section-underline: [1382, 1126, 1489, 1127]
- paragraph: Μεγαλοπρεπέστατα ἐπανηγυρίσθη καὶ εἰς τὸν Πειραιᾶ ἡ Ἐθνικὴ Ἑορτή. Ἡ πόλις εἶχε σημαιοστολισθῆ ἀπὸ τῆς προηγουμένης ἡμέρας. Ὅλα δὲ τὰ ἐν τῷ λιμένι πλοῖα, ἐμπορικὰ καὶ πολεμικά, ἦσαν σημαιοστολισμένα.: [1302, 1130, 1568, 1196]
- paragraph: Ἐπηκολούθησε δὲ συγκινητικωτάτη σκηνή. Προσῆλθε μία γραῖα, ἡ κ. Κορωναίου μὲ βαρὺ πένθος καὶ δακρύουσα κατέθεσεν ἐπὶ τῆς στήλης δάφνινον ἐπίσης στέφανον μὲ δύο ἐπιγραφάς. Ἡ μία ἔλεγε: «Τῷ φιλτάτῳ μου υἱῷ!» Καὶ ἡ ἄλλη: «Γλυκύτερε τῆς μητρός ἡ Πατρίς». Φράσις τὴν ὁποίαν εἶπεν ὁ υἱός της — φοιτητὴς τῆς Ἰατρικῆς — Ἰωάννης Κορωναίος, ὅτε εἰς Κρήτην καὶ κατόπιν εἰς Βιζάνι ἐπολέμησε καὶ ἔπεσεν.: [1020, 413, 1287, 531]
- column-5: [1294, 170, 1575, 2300]
- paragraph: Ὅλοι τότε ἀπεκαλύφθησαν, ὅλοι ἠγέρθησαν, ὁ Πρύτανις μετὰ τῆς Συγκλήτου ἐπροχώρησε πρὸς ὑποδοχὴν τῶν Α. Α. Μ. Μ. καὶ μία μυριόστομος φωνή, μία φωνὴ καὶ μὲ κραυγάς, ἐσεῖσθη ἐν τῇ παλαιὰ ἀνεδόνησεν τὸ περιβόλαιον, καθ᾽ ὁρμητικῇ ἐξεφώνησεν ἕως εἰς τοὺς πέριξ:: [739, 530, 1005, 608]
- paragraph: Στέφανος ἐκ δάφνης τίθεται ἐπὶ τοῦ ἀνδριάντος τοῦ Ρήγα, ὑπὸ τὰς ἐνθουσιώδεις τῶν φοιτητῶν ζητωκραυγάς.: [175, 1186, 443, 1225]
- masthead: [59, 99, 1526, 168]
- acclamation: — Ζήτω τὸ Ἔθνος.: [205, 1227, 443, 1240]
- subheading: Μερικὰ ἐπεισόδια: [529, 497, 653, 512]
- paragraph: — Ζήτω ὁ Βασιλεύς! Ζήτωσαν!: [751, 610, 917, 623]
- paragraph: — Εὐχαριστῶ σᾶς σὰς συγχαίρω, εἶπεν ὁ Α. Μ. πρὸς τὸν κ. Μαυρογένην, ἐξ ὀνόματος τῆς Πατρίδος. Τὴν στιγμὴν ἐκείνην ἐπλησίασε καὶ ἄλλος ἀγωνιστὴς ὁ κ. Λυγκαινῆς καὶ συνεχάρη ἐπίσης τὴν Α. Μ.: [1020, 723, 1287, 789]
- paragraph: Τὴν ἑσπέραν ἐγένετο φωταγωγία τῶν δημοσίων καταστημάτων καὶ λαμπαδηφορία. Τὴν 8 1/2 ἤρχισε ἡ λαμπαδηφορία διὰ τῆς πλατείας Κοραῆ ὑπὸ τῶν μαθητῶν τῶν γυμνασίων καὶ ὅλοι οἱ μαθηταὶ ἔψαλλον τὸν Ἐθνικὸν Ὕμνον.: [1302, 1265, 1568, 1330]
- paragraph: Τὰ συνήθη εἰς πᾶσαν τελετὴν ἐπεισόδια δὲν ἔλειψαν καὶ χθές.: [458, 512, 724, 538]
- paragraph: Οἱ καθηγηταὶ τοῦ Πανεπιστημίου, οἱ ἐπίσημοι, οἱ στρατιωτικοί, αἱ κυρίαι, οἱ πρέσβεις τῶν Συνεχνιῶν καὶ ὅλος ὁ ἐκλεκτὸς κόσμος εἰσήρχετο ἐκ τῆς ὁδοῦ. Ἐκεῖ καὶ οἱ φοιτηταὶ τοῦ Πανεπιστημίου. Καθ᾽ ὅλον τὸ διάστημα τῆς πορείας ὁ λαὸς ἐζητωκραύγαζε.: [458, 1545, 724, 1624]
- paragraph: Καὶ κατόπιν οἱ Βασιλεῖς ἐπευφημούμενοι ὑπὸ τοῦ πλήθους ἀπεχώρησαν καὶ οἱ ἐπίσημοι ἐχώρησαν καὶ τὸ προαύλιον ἐγένετο πλήρης σιγῆς. Ἐπειτα ἠχούσθη ἡ πόρτα καὶ τὸ πλῆθος εἰσορμῆσαν περιεργάζετο τὴν Στήλην καὶ ἀνεγίνωσκε τὰ ὀνόματα.: [1020, 533, 1287, 611]
- section-rule: [458, 1076, 724, 1079]
- paragraph: Εἰς τὰ γυμνάσια, εἰς τὰ ἑλληνικὰ καὶ δημοτικὰ σχολεῖα, ἐξεφωνήθησαν πανηγυρικοί, εἰς ἄλλα μὲν ὑπὸ τῶν καθηγητῶν ἢ διδασκάλων καὶ εἰς ἄλλα ὑπὸ μαθητῶν.: [458, 442, 724, 494]
- paragraph: Ἀποκατέστη κατόπιν ἡ σχετικὴ ἡσυχία καὶ οἱ Βασιλεῖς ἐκάθησαν εἰς τοὺς θώκους των. Τότε ἀνῆλθεν εἰς τὸ βῆμα ὁ καθηγητὴς τῆς Ἱστορίας κ. Σπ. Λάμπρος καὶ ἐξεφώνησε τὸν πανηγυρικὸν τῆς ἡμέρας.: [739, 753, 1005, 818]
- paragraph: «Ἀπαντήσατε: Ζήτω ἡ Ἑλλάς, Ζήτω ὁ Βασιλεύς, Ζήτω ἡ Βασ. Οἰκογένεια».: [458, 1043, 724, 1069]
- paragraph: — Ἀνοίξτε! Θὰ σκάσουμε.: [751, 305, 890, 318]
- paragraph: Μεγαλειότατε!: [751, 1447, 832, 1460]
- paragraph: Τέλος περὶ τὴν 8 1/2 ἡ λαμπαδηφορία ἐξεκίνησεν ἐκ τοῦ Πανεπιστημίου καὶ διὰ τῆς ὁδοῦ Κοραῆ κατηυθύνθη εἰς τὴν ὁδὸν Σταδίου. Προηγεῖτο ἡ ἐπιτροπὴ τῶν φοιτητῶν φέρουσα παμμέγιστον φανὸν καὶ εἶτο τὸ ἀτελεύτητος σειρὰ νέων διαφόρως ζητωκραυγαζόντων ἐνθουσιωδῶς ὑπὲρ τοῦ Ἔθνους. Πρὸ τοῦ Ἀρείου Πάγου ἠνώθησαν μὲ τὴν λαμπαδηφορίαν τὸ σχολεῖον τοῦ δεύτερον ἑλληνικὰ σχολεῖα, ὧν οἱ μαθηταὶ ἔψαλλον πατριωτικὰ ᾄσματα.: [1302, 251, 1568, 381]
- paragraph: Ὁ κ. Μαυρογένης ὅμως εἶνε γεροντότερος σας, διότι εἶνε ἑκατὸν πέντε ἐτῶν, ἂν δὲν ἀπατῶμαι, εἶπεν ἡ Α. Μ.: [1020, 834, 1287, 873]
- column-1: [168, 170, 450, 2300]
- paragraph: Ὁ καθηγητὴς τοῦ Πανεπιστημίου κ. Δημαρᾶς, ἀνερχόμενος ἐπὶ τὸ βάθρον τοῦ ἀνδριάντος τοῦ Ρήγα ἀπαγγέλλει ἐν κατανυκτικῇ συγκινήσει τὸν ἑξῆς ὡραῖον λόγον.: [175, 575, 443, 627]
- subheading: Ὁ πανηγυρικὸς τῆς ἡμέρας. — Ἐνθουσιωδεστάτη λόγος: [771, 724, 974, 753]
- subheading: Ὁ λόγος τοῦ κ. Δημαρᾶ: [232, 560, 386, 575]
- paragraph: Κατὰ τὰς τρεῖς παρῆλθον οἱ φοιτηταὶ μὲ τὸ Λάβαρον. Ἡ αἴθουσα ἦτο ἀσφυκτικῶς πλήρης. Μόλις ἐπετράπη ἡ εἴσοδος εἰς τοὺς ἐπισήμους. Ἡ αἴθουσα τῶν τελετῶν ἦτο διακοσμημένη μὲ σημαίας καὶ δάφνας.: [458, 1326, 724, 1392]
- section-underline: [1101, 979, 1208, 980]
- paragraph: Τοὺς γνωρίζετε, εἶνε πλεγμένοι ἀπὸ δάφνην, ἥτις εἰς τὴν ὑπὸ τοῦ τετιμημένου αἵματός Σας καὶ τῶν ἄλλων Ἐθνομαρτύρων, ἀδρῶς ποτισθεῖσαν, γῆν ἀναθάλλει.: [458, 331, 724, 383]
- paragraph: κτορα. Τὴν ἔξοδον τῶν Βασιλέων ἐκ τοῦ Ναοῦ χαιρετίζει ὁ λαὸς διὰ ζωηρῶν ζητωκραυγῶν, αἱ ὁποῖαι ἐπαναλαμβάνονται καθ᾽ ὅλον τὸ μέχρι τῶν Ἀνακτόρων διάστημα. Οὕτω τελεῖ ἀπέρχονται καὶ ἀρχίζει κατόπιν ἡ ἀποχώρησις τῶν στρατιωτικῶν σωμάτων.: [175, 170, 443, 249]
- paragraph: Συντάκται μας εὐρισκόμενοι κατ᾽ ἐκείνην τὴν ὥραν ἐν τῷ γραφείῳ, ἐφώναξαν πρὸς τὸν χαιρετισμὸν ζητωκραυγάσαντες ζωηρῶς ὑπὲρ τῆς Νεολαίας. Διὰ τῆς ὁδοῦ Ἑρμοῦ ἀνῆλθον εἰς τὸ Σύνταγμα, ἔνθα ἀνέμενον πλῆθος κόσμου ὑποδεχθὲν τὴν μὲ χειροκροτήματα τοὺς ἐκ φοιτητῶν ἐνθουσιασμοῦ πάλλοντας νέους.: [1302, 585, 1568, 677]
- paragraph: Τὸ Ἐθνικὸν Πανεπιστήμιον, εὐγνωμονοῦσα μνήμην τῶν πεσόντων ἐν τοῖς προσφάτοις πολέμοις φοιτητῶν καὶ νῦν θυσιασθέντων ὑπὲρ τῆς ἐλευθερίας τῆς πατρίδος, ἀνίδρυσε τὸ μνημεῖον τοῦτο, ἵνα ἡ μνήμη αὐτῶν διατηρηθῇ ἐσαεὶ ζῶσα. Τὸ ἔργον εἶνε τοῦ καλλιτέχνου κ. Τόμπρου. Εὐχαριστοῦμεν Σᾶς διότι ἐτιμήσατε τὴν τελετὴν διὰ τῆς παρουσίας Σας.: [739, 1463, 1005, 1567]
- subheading: Ἡ προσφώνησις τοῦ Πρυτάνεως. — Οἱ στέφανοι. — Ὁ στέφανος τῆς μητρός: [743, 1349, 1002, 1378]
